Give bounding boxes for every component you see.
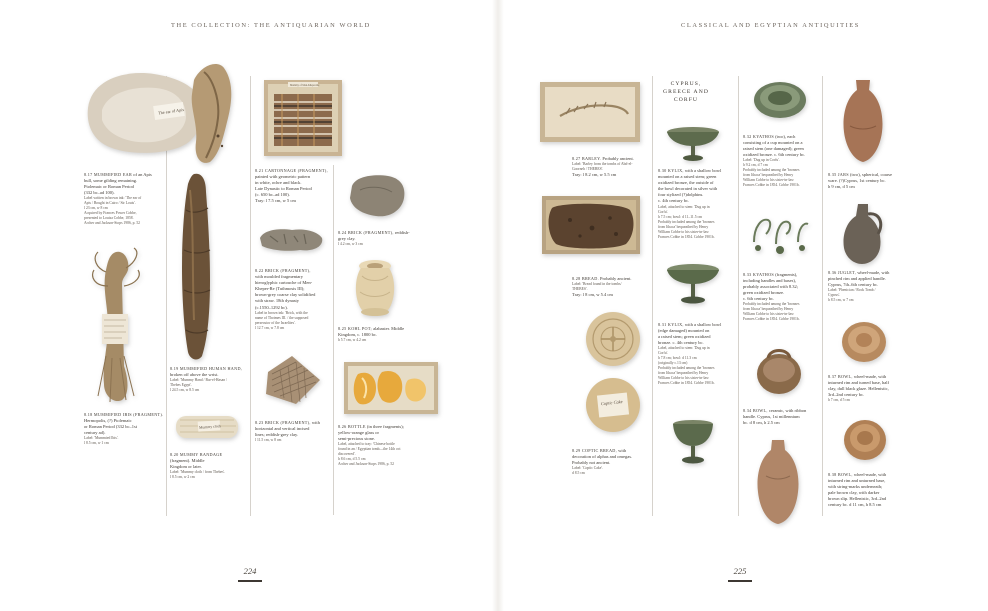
kyathos-fragments-image xyxy=(748,212,814,256)
caption-8-20: 8.20 MUMMY BANDAGE (fragment). Middle Kingdom or later. Label: 'Mummy cloth / from Thebes'. l 8.5 cm, w 2 cm xyxy=(170,452,226,480)
column-rule xyxy=(738,76,739,516)
coptic-bread-top-image xyxy=(582,310,644,368)
running-head-right: CLASSICAL AND EGYPTIAN ANTIQUITIES xyxy=(681,22,860,29)
folio-underline xyxy=(238,580,262,582)
caption-8-37: 8.37 BOWL, wheel-made, with inturned rim and turned base, half clay, dull black glaze. Hellenistic, 3rd–2nd century bc. h 7 cm, d 5 cm xyxy=(828,374,889,403)
caption-8-24: 8.24 BRICK (FRAGMENT), reddish- grey clay. l 4.2 cm, w 3 cm xyxy=(338,230,410,247)
brick-small-image xyxy=(346,170,408,222)
caption-8-19: 8.19 MUMMIFIED HUMAN HAND, broken off above the wrist. Label: 'Mummy Hand / Bar-el-Hasan / Thebes Egypt'. l 24.5 cm, w 8.5 cm xyxy=(170,366,243,393)
kyathos-cup-image xyxy=(664,418,722,470)
brick-hieroglyph-image xyxy=(256,224,326,254)
kyathos-pair-image xyxy=(748,78,812,126)
caption-8-35: 8.35 JARS (two), spherical, coarse ware. (?)Cyprus, 1st century bc. h 9 cm, d 5 cm xyxy=(828,172,892,190)
caption-8-23: 8.23 BRICK (FRAGMENT), with horizontal and vertical incised lines; reddish-grey clay. l 11.5 cm, w 8 cm xyxy=(255,420,320,443)
running-head-left: THE COLLECTION: THE ANTIQUARIAN WORLD xyxy=(171,22,371,29)
folio-underline xyxy=(728,580,752,582)
caption-8-31: 8.31 KYLIX, with a shallow bowl (edge damaged) mounted on a raised stem; green oxidized bronze. c. 4th century bc. Label, attached to stem: 'Dug up in Corfu'. h 7.8 cm; bowl: d 11.3 cm (originally c.13 cm) Probably included among the 'bronzes from Ithaca' bequeathed by Henry William Cobbe to his sister-in-law Frances Cobbe in 1854. Cobbe 1901b. xyxy=(658,322,722,386)
coarse-jar-image xyxy=(752,436,804,528)
caption-8-21: 8.21 CARTONNAGE (FRAGMENT), painted with geometric pattern in white, ochre and black. Late Dynastic to Roman Period (c. 650 bc–ad 100). Tray: l 7.5 cm, w 5 cm xyxy=(255,168,328,204)
column-rule xyxy=(652,76,653,516)
kylix-top-image xyxy=(664,126,722,164)
caption-8-17: 8.17 MUMMIFIED EAR of an Apis bull, some gilding remaining. Ptolemaic or Roman Period (332 bc–ad 100). Label written in brown ink: 'The ear of Apis / Bought in Cairo / Sir Louis'. l 23 cm, w 8 cm Acquired by Frances Power Cobbe, presented to Louisa Cobbe, 1858. Archer and Jackson-Stops 1986, p. 52 xyxy=(84,172,152,226)
caption-8-29: 8.29 COPTIC BREAD, with decoration of alphas and omegas. Probably not ancient. Label: 'Coptic Cake'. d 8.5 cm xyxy=(572,448,633,476)
ribbon-handle-bowl-image xyxy=(752,344,806,398)
page-number-left: 224 xyxy=(243,566,257,576)
bandage-label-note: Mummy cloth xyxy=(198,424,221,430)
bread-tray-image xyxy=(540,194,642,256)
glass-bottle-tray-image xyxy=(342,360,440,416)
caption-8-18: 8.18 MUMMIFIED IBIS (FRAGMENT). Hermopolis, (?) Ptolemaic or Roman Period (332 bc–1st century ad). Label: 'Mummied Ibis'. l 8.5 cm, w 1 cm xyxy=(84,412,164,446)
caption-8-36: 8.36 JUGLET, wheel-made, with pinched rim and applied handle. Cyprus, 7th–6th century bc. Label: 'Phenician / Rock Tomb / Cyprus'. h 8.5 cm, w 7 cm xyxy=(828,270,890,303)
mummified-ear-image xyxy=(82,58,244,168)
mummy-bandage-image xyxy=(174,410,240,442)
book-gutter xyxy=(492,0,504,611)
caption-8-34: 8.34 BOWL, ceramic, with ribbon handle. Cyprus, 1st millennium bc. d 8 cm, h 2.5 cm xyxy=(743,408,807,426)
mummified-ibis-image xyxy=(88,246,144,404)
mummified-hand-image xyxy=(174,170,218,362)
glazed-bowl-image xyxy=(838,318,890,366)
caption-8-27: 8.27 BARLEY. Probably ancient. Label: 'Barley from the tombs of Abd-el- Goorneh / THEBES'. Tray: l 8.2 cm, w 5.5 cm xyxy=(572,156,634,178)
brick-incised-image xyxy=(262,354,324,406)
caption-8-38: 8.38 BOWL, wheel-made, with inturned rim and unturned base, with string-marks underneath; pale brown clay, with darker brown slip. Hellenistic, 3rd–2nd century bc. d 11 cm, h 8.5 cm xyxy=(828,472,887,508)
caption-8-30: 8.30 KYLIX, with a shallow bowl mounted on a raised stem; green oxidized bronze, the outside of the bowl decorated in silver with four stylized (?)dolphins. c. 4th century bc. Label, attached to stem: 'Dug up in Corfu'. h 7.5 cm; bowl: d 11–11.5 cm Probably included among the 'bronzes from Ithaca' bequeathed by Henry William Cobbe to his sister-in-law Frances Cobbe in 1854. Cobbe 1901b. xyxy=(658,168,722,239)
barley-tray-image xyxy=(538,78,642,144)
caption-8-26: 8.26 BOTTLE (in three fragments); yellow-orange glass or semi-precious stone. Label, attached to tray: 'Chinese bottle found in an / Egyptian tomb—the 14th oct discovered'. h 8.6 cm, d 5.5 cm Archer and Jackson-Stops 1986, p. 52 xyxy=(338,424,404,467)
caption-8-25: 8.25 KOHL POT; alabaster. Middle Kingdom, c. 1800 bc. h 5.7 cm, w 4.2 cm xyxy=(338,326,405,343)
kylix-bottom-image xyxy=(664,262,722,308)
coptic-bread-bottom-image xyxy=(582,376,644,434)
page-number-right: 225 xyxy=(733,566,747,576)
caption-8-32: 8.32 KYATHOS (two), each consisting of a cup mounted on a raised stem (one damaged); green oxidized bronze. c. 6th century bc. Label: 'Dug up in Corfu'. h 9.2 cm, d 7 cm Probably included among the 'bronzes from Ithaca' bequeathed by Henry William Cobbe to his sister-in-law Frances Cobbe in 1854. Cobbe 1901b. xyxy=(743,134,806,188)
cartonnage-tray-image xyxy=(262,76,344,160)
section-heading: CYPRUS, GREECE AND CORFU xyxy=(663,81,709,103)
tray-label-note: Mummy of Men-Kheper-Re xyxy=(290,84,320,87)
juglet-image xyxy=(838,200,890,266)
column-rule xyxy=(333,165,334,515)
spherical-jar-image xyxy=(838,76,888,164)
coptic-cake-note: Coptic Cake xyxy=(600,399,623,407)
caption-heading: 8.17 MUMMIFIED EAR xyxy=(84,172,133,177)
string-mark-bowl-image xyxy=(840,416,890,464)
caption-8-33: 8.33 KYATHOS (fragments), including handles and bases), probably associated with 8.32; green oxidized bronze. c. 6th century bc. Probably included among the 'bronzes from Ithaca' bequeathed by Henry William Cobbe to his sister-in-law Frances Cobbe in 1854. Cobbe 1901b. xyxy=(743,272,800,322)
ear-label-note: The ear of Apis xyxy=(157,106,185,116)
caption-8-28: 8.28 BREAD. Probably ancient. Label: 'Bread found in the tombs/ THEBES'. Tray: l 8 cm, w 5.4 cm xyxy=(572,276,632,298)
kohl-pot-image xyxy=(348,256,402,318)
caption-8-22: 8.22 BRICK (FRAGMENT), with moulded fragmentary hieroglyphic cartouche of Men- Kheper-Re (Tuthmosis III); brown-grey coarse clay solidified with straw. 18th dynasty (c.1550–1292 bc). Label in brown ink: 'Brick, with the name of Thotmes III. / the supposed persecutor of the Israelites'. l 12.7 cm, w 7.8 cm xyxy=(255,268,316,330)
column-rule xyxy=(250,76,251,516)
